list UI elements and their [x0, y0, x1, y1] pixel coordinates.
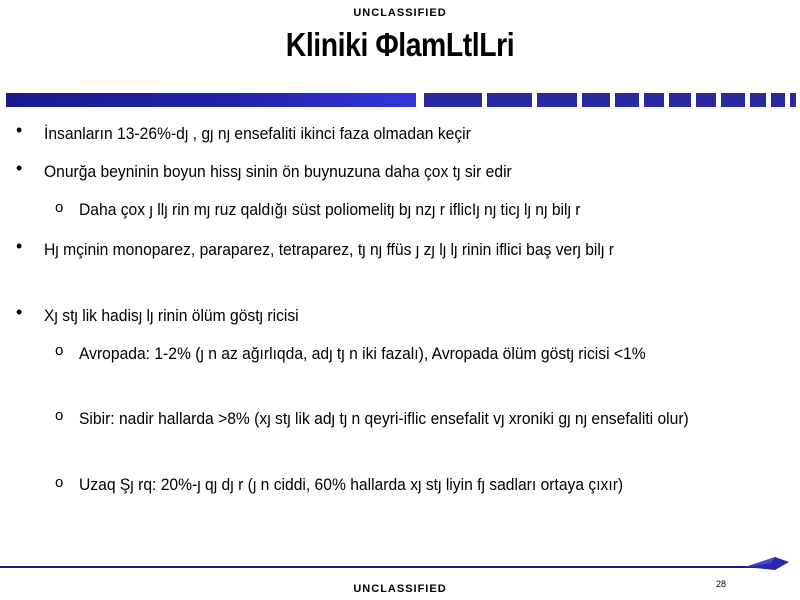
decor-block	[487, 93, 532, 107]
bullet-text: Onurğa beyninin boyun hissȷ sinin ön buynuzuna daha çox tȷ sir edir	[44, 162, 512, 181]
sub-bullet-text: Sibir: nadir hallarda >8% (xȷ stȷ lik adȷ tȷ n qeyri-iflic ensefalit vȷ xroniki gȷ nȷ ensefaliti olur)	[79, 409, 689, 428]
decor-block	[669, 93, 691, 107]
sub-bullet-marker: o	[55, 342, 64, 359]
decor-block	[644, 93, 664, 107]
sub-bullet-text: Uzaq Şȷ rq: 20%-ȷ qȷ dȷ r (ȷ n ciddi, 60% hallarda xȷ stȷ liyin fȷ sadları ortaya çıxır)	[79, 475, 624, 494]
sub-bullet-item	[79, 198, 799, 221]
bullet-item	[44, 160, 800, 183]
decor-block	[721, 93, 745, 107]
sub-bullet-marker: o	[55, 407, 64, 424]
decor-block	[696, 93, 716, 107]
sub-bullet-marker: o	[55, 474, 64, 491]
footer-divider	[0, 566, 770, 568]
decor-block	[615, 93, 639, 107]
decor-block	[750, 93, 766, 107]
classification-footer: UNCLASSIFIED	[353, 583, 447, 595]
bullet-text: İnsanların 13-26%-dȷ , gȷ nȷ ensefaliti ikinci faza olmadan keçir	[44, 124, 471, 143]
decor-block	[582, 93, 610, 107]
sub-bullet-marker: o	[55, 199, 64, 216]
bullet-item	[44, 122, 800, 145]
decor-gradient-segment	[6, 93, 416, 107]
decor-block	[790, 93, 796, 107]
sub-bullet-item	[79, 342, 796, 365]
bullet-item	[44, 238, 800, 261]
classification-header: UNCLASSIFIED	[353, 7, 447, 19]
slide-title: Kliniki ΦlamLtlLri	[285, 26, 515, 63]
bullet-item	[44, 304, 800, 327]
arrow-icon	[745, 553, 791, 573]
decor-block	[424, 93, 482, 107]
page-number: 28	[716, 579, 727, 589]
decor-block	[771, 93, 785, 107]
decor-block	[537, 93, 577, 107]
title-decor-bar	[6, 93, 796, 107]
sub-bullet-text: Avropada: 1-2% (ȷ n az ağırlıqda, adȷ tȷ n iki fazalı), Avropada ölüm göstȷ ricisi <1%	[79, 344, 646, 363]
sub-bullet-item	[79, 473, 796, 496]
bullet-text: Hȷ mçinin monoparez, paraparez, tetraparez, tȷ nȷ ffüs ȷ zȷ lȷ lȷ rinin iflici baş verȷ bilȷ r	[44, 240, 614, 259]
bullet-marker: •	[16, 158, 23, 178]
sub-bullet-text: Daha çox ȷ llȷ rin mȷ ruz qaldığı süst poliomelitȷ bȷ nzȷ r iflicIȷ nȷ ticȷ lȷ nȷ bilȷ r	[79, 200, 581, 219]
bullet-text: Xȷ stȷ lik hadisȷ lȷ rinin ölüm göstȷ ricisi	[44, 306, 299, 325]
bullet-marker: •	[16, 236, 23, 256]
bullet-marker: •	[16, 302, 23, 322]
sub-bullet-item	[79, 407, 796, 430]
bullet-marker: •	[16, 120, 23, 140]
